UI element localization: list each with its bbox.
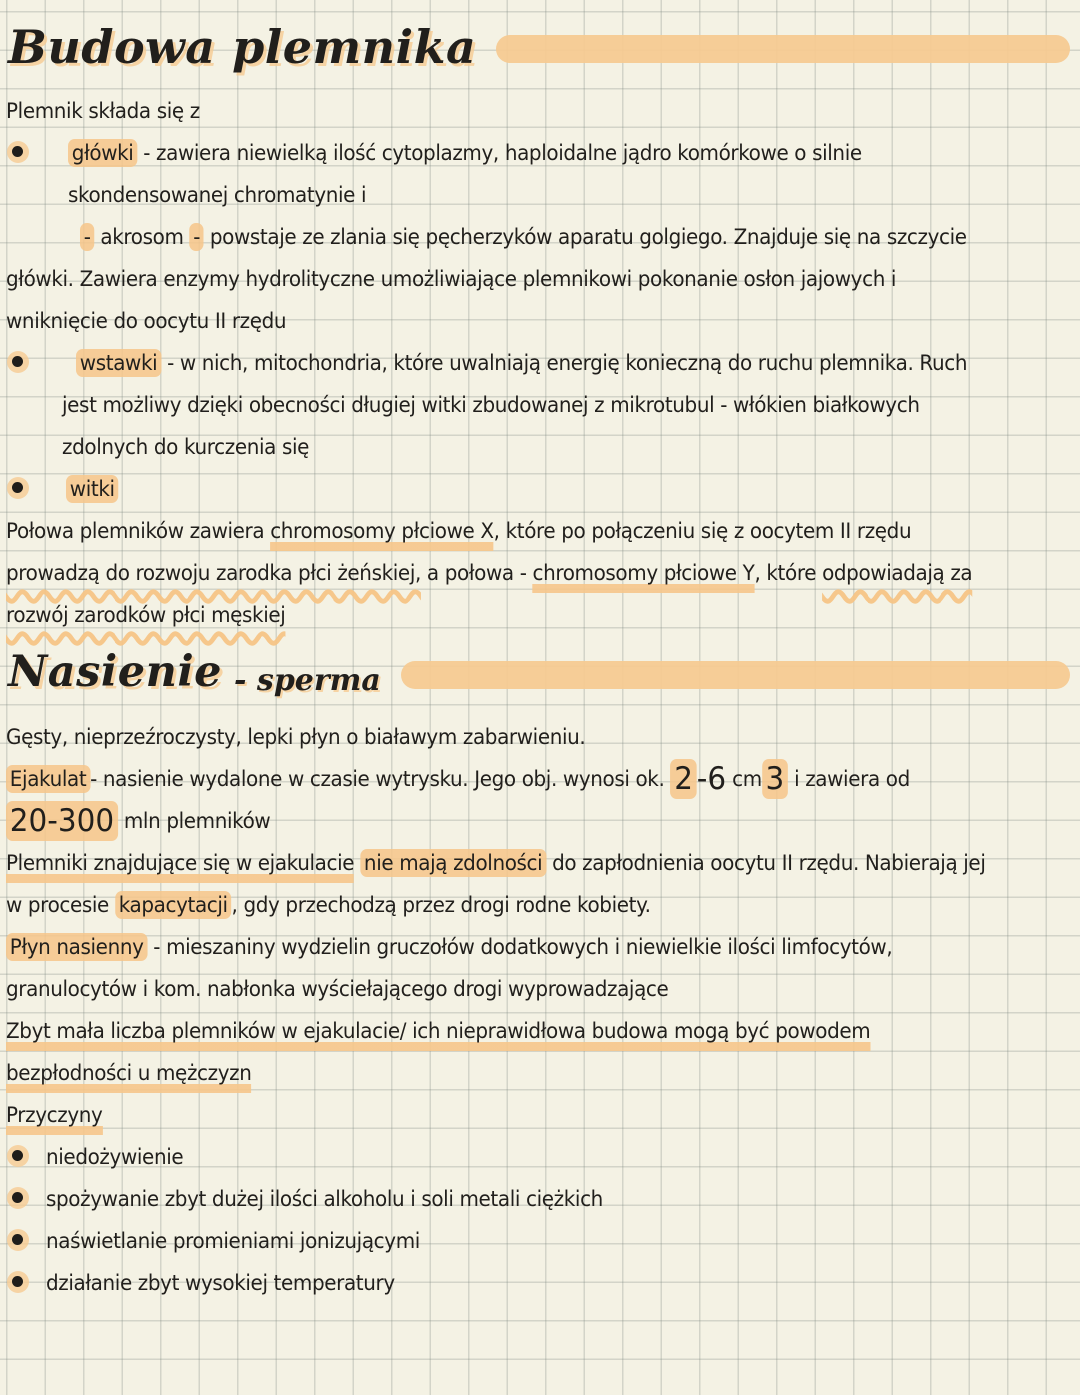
line-text (46, 1262, 395, 1304)
note-line (0, 842, 1080, 884)
highlighted-text: kapacytacji (115, 891, 232, 919)
underlined-text: bezpłodności u mężczyzn (6, 1061, 252, 1093)
underlined-text: Zbyt mała liczba plemników w ejakulacie/ ich nieprawidłowa budowa mogą być powodem (6, 1019, 870, 1051)
highlighted-text: główki (68, 139, 137, 167)
note-line (0, 800, 1080, 842)
note-line (0, 90, 1080, 132)
line-text (6, 1010, 870, 1052)
bullet-dot (7, 1229, 29, 1251)
text-segment: a połowa - (420, 561, 533, 585)
text-segment: , które (754, 561, 823, 585)
wavy-underlined-text: prowadzą do rozwoju zarodka płci żeńskiej, (6, 561, 421, 585)
note-line (0, 1178, 1080, 1220)
text-segment: akrosom (94, 225, 190, 249)
text-segment: - zawiera niewielką ilość cytoplazmy, haploidalne jądro komórkowe o silnie (137, 141, 862, 165)
text-segment: , które po połączeniu się z oocytem II rzędu (493, 519, 912, 543)
line-text (6, 594, 285, 636)
line-text (68, 132, 862, 174)
wavy-underlined-text: rozwój zarodków płci męskiej (6, 603, 286, 627)
note-line (0, 1262, 1080, 1304)
text-segment: -6 (696, 761, 727, 797)
text-segment: jest możliwy dzięki obecności długiej witki zbudowanej z mikrotubul - włókien białkowych (62, 393, 920, 417)
line-text (46, 1220, 420, 1262)
note-line (0, 1220, 1080, 1262)
line-text (46, 1178, 603, 1220)
line-text (66, 468, 118, 510)
note-line (0, 1052, 1080, 1094)
line-text (76, 342, 967, 384)
line-text (6, 716, 585, 758)
line-text (6, 758, 910, 800)
line-text (62, 426, 309, 468)
text-segment: działanie zbyt wysokiej temperatury (46, 1271, 395, 1295)
underlined-text: chromosomy płciowe Y (532, 561, 754, 593)
text-segment: granulocytów i kom. nabłonka wyściełającego drogi wyprowadzające (6, 977, 669, 1001)
note-line (0, 926, 1080, 968)
text-segment: do zapłodnienia oocytu II rzędu. Nabierają jej (546, 851, 986, 875)
text-segment: i zawiera od (788, 767, 910, 791)
note-line (0, 1136, 1080, 1178)
text-segment: - w nich, mitochondria, które uwalniają energię konieczną do ruchu plemnika. Ruch (161, 351, 968, 375)
line-text (6, 300, 286, 342)
note-line (0, 1094, 1080, 1136)
section-heading (0, 644, 1080, 702)
note-line (0, 1010, 1080, 1052)
bullet-dot (7, 1145, 29, 1167)
text-segment: Gęsty, nieprzeźroczysty, lepki płyn o białawym zabarwieniu. (6, 725, 586, 749)
note-line (0, 258, 1080, 300)
note-line (0, 552, 1080, 594)
line-text (62, 384, 920, 426)
highlighted-text: witki (66, 475, 118, 503)
line-text (6, 258, 896, 300)
text-segment: , gdy przechodzą przez drogi rodne kobiety. (231, 893, 651, 917)
section-subtitle: - sperma (234, 662, 381, 698)
bullet-dot (7, 1271, 29, 1293)
underlined-text: Plemniki znajdujące się w ejakulacie (6, 851, 354, 883)
text-segment: cm (726, 767, 762, 791)
note-line (0, 884, 1080, 926)
section-heading (0, 18, 1080, 76)
text-segment: naświetlanie promieniami jonizującymi (46, 1229, 420, 1253)
line-text (46, 1136, 183, 1178)
note-line (0, 132, 1080, 174)
highlighted-text: wstawki (76, 349, 161, 377)
text-segment: niedożywienie (46, 1145, 184, 1169)
line-text (6, 510, 911, 552)
underlined-text: Przyczyny (6, 1103, 102, 1135)
bullet-dot (7, 1187, 29, 1209)
note-line (0, 426, 1080, 468)
line-text (80, 216, 967, 258)
line-text (6, 1052, 252, 1094)
highlighted-text: nie mają zdolności (360, 849, 546, 877)
text-segment: - nasienie wydalone w czasie wytrysku. Jego obj. wynosi ok. (90, 767, 671, 791)
highlighted-text: - (80, 223, 94, 251)
bullet-dot (7, 141, 29, 163)
note-line (0, 216, 1080, 258)
line-text (6, 842, 985, 884)
line-text (6, 800, 270, 842)
underlined-text: chromosomy płciowe X (270, 519, 493, 551)
bullet-dot (7, 351, 29, 373)
note-line (0, 342, 1080, 384)
note-line (0, 384, 1080, 426)
text-segment: wniknięcie do oocytu II rzędu (6, 309, 287, 333)
highlighted-text: Ejakulat (6, 765, 90, 793)
highlighted-text: 2 (670, 759, 696, 799)
note-line (0, 968, 1080, 1010)
note-content (0, 18, 1080, 1304)
title-highlight-bar (401, 661, 1070, 689)
text-segment: powstaje ze zlania się pęcherzyków aparatu golgiego. Znajduje się na szczycie (203, 225, 967, 249)
bullet-dot (7, 477, 29, 499)
highlighted-text: 3 (762, 759, 788, 799)
title-highlight-bar (496, 35, 1070, 63)
note-line (0, 594, 1080, 636)
text-segment: - mieszaniny wydzielin gruczołów dodatkowych i niewielkie ilości limfocytów, (147, 935, 893, 959)
line-text (6, 926, 892, 968)
note-line (0, 510, 1080, 552)
line-text (6, 552, 972, 594)
highlighted-text: Płyn nasienny (6, 933, 147, 961)
line-text (6, 90, 200, 132)
highlighted-text: - (189, 223, 203, 251)
text-segment: spożywanie zbyt dużej ilości alkoholu i soli metali ciężkich (46, 1187, 603, 1211)
text-segment: zdolnych do kurczenia się (62, 435, 310, 459)
text-segment: mln plemników (117, 809, 271, 833)
note-line (0, 716, 1080, 758)
section-title: Budowa plemnika (8, 19, 477, 74)
text-segment: Plemnik składa się z (6, 99, 200, 123)
line-text (6, 968, 668, 1010)
wavy-underlined-text: odpowiadają za (822, 561, 973, 585)
text-segment: główki. Zawiera enzymy hydrolityczne umożliwiające plemnikowi pokonanie osłon jajowych i (6, 267, 897, 291)
section-title: Nasienie (8, 647, 223, 698)
note-line (0, 468, 1080, 510)
text-segment: Połowa plemników zawiera (6, 519, 271, 543)
text-segment: w procesie (6, 893, 115, 917)
line-text (6, 884, 651, 926)
text-segment (354, 851, 360, 875)
note-line (0, 300, 1080, 342)
note-line (0, 174, 1080, 216)
note-line (0, 758, 1080, 800)
highlighted-text: 20-300 (6, 801, 118, 841)
line-text (68, 174, 366, 216)
line-text (6, 1094, 102, 1136)
text-segment: skondensowanej chromatynie i (68, 183, 367, 207)
